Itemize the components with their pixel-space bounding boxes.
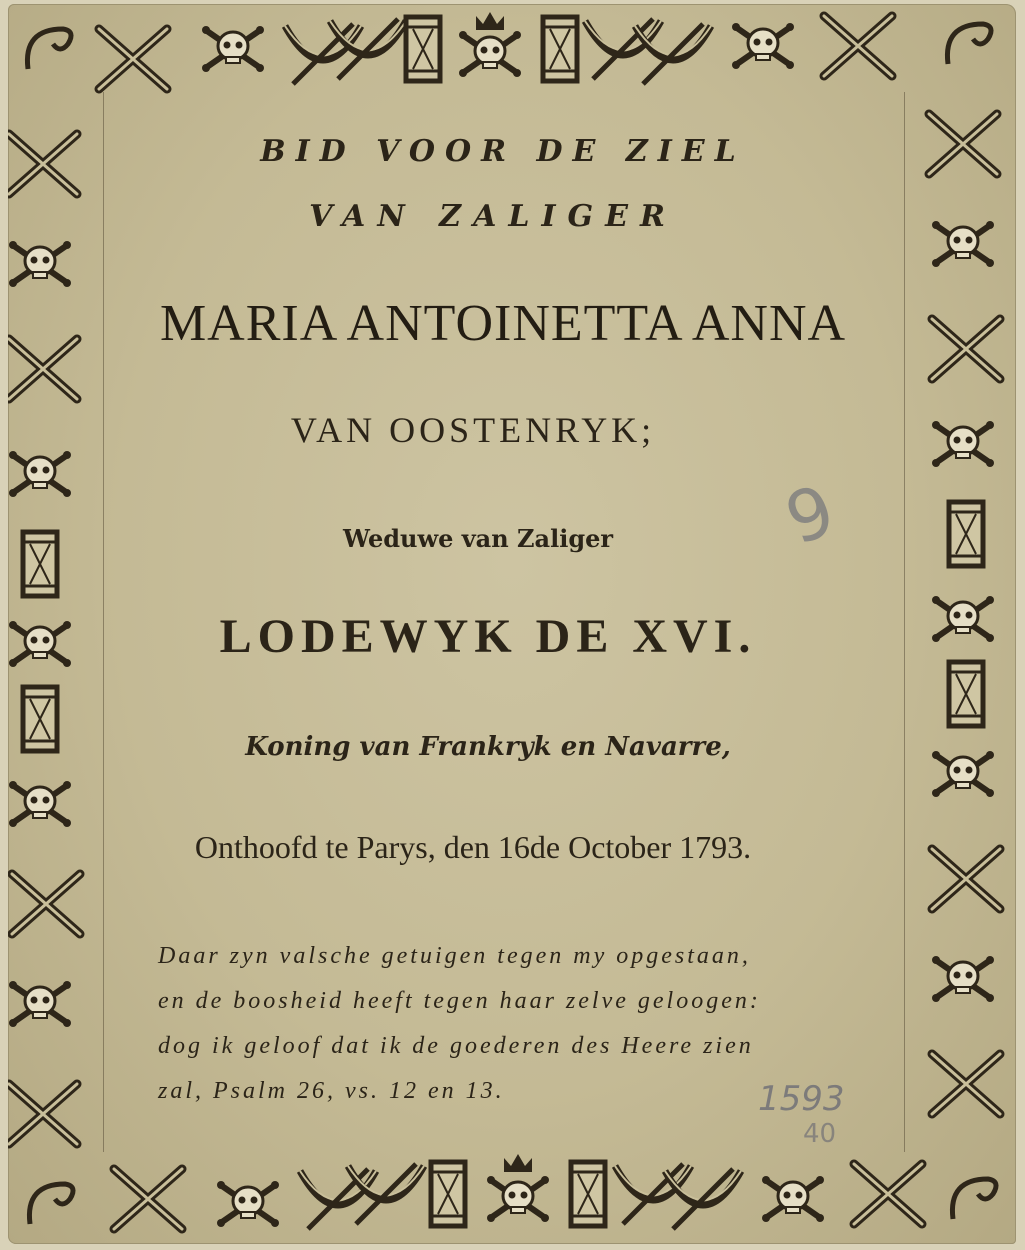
crossed-bones-icon [9,134,77,194]
scythe-icon [300,1169,376,1229]
deceased-house: VAN OOSTENRYK; [290,410,656,450]
skull-and-crossbones-icon [9,451,71,497]
corner-curl-icon [27,29,71,69]
skull-and-crossbones-icon [932,221,994,267]
skull-and-crossbones-icon [9,981,71,1027]
skull-and-crossbones-icon [9,621,71,667]
skull-and-crossbones-icon [932,596,994,642]
hourglass-icon [949,502,983,566]
crossed-bones-icon [9,1084,77,1144]
prayer-subheading: VAN ZALIGER [309,199,677,234]
skull-and-crossbones-icon [459,31,521,77]
crossed-bones-icon [932,849,1000,909]
deceased-name: MARIA ANTOINETTA ANNA [159,295,847,352]
execution-date: Onthoofd te Parys, den 16de October 1793. [194,829,752,865]
skull-and-crossbones-icon [932,421,994,467]
skull-and-crossbones-icon [762,1176,824,1222]
catalog-number: 1593 [758,1079,845,1119]
skull-and-crossbones-icon [202,26,264,72]
verse-line: en de boosheid heeft tegen haar zelve geloogen: [158,988,761,1014]
hourglass-icon [23,532,57,596]
skull-and-crossbones-icon [932,956,994,1002]
crossed-bones-icon [9,339,77,399]
crossed-bones-icon [932,1054,1000,1114]
hourglass-icon [431,1162,465,1226]
skull-and-crossbones-icon [9,781,71,827]
scythe-icon [285,24,361,84]
crossed-bones-icon [932,319,1000,379]
husband-title: Koning van Frankryk en Navarre, [245,732,731,762]
crossed-bones-icon [99,29,167,89]
verse-line: dog ik geloof dat ik de goederen des Heere zien [158,1033,754,1059]
corner-curl-icon [947,24,991,64]
corner-curl-icon [952,1179,996,1219]
scythe-icon [635,24,711,84]
crossed-bones-icon [929,114,997,174]
mourning-card [8,4,1016,1244]
skull-and-crossbones-icon [932,751,994,797]
husband-name: LODEWYK DE XVI. [219,610,757,663]
hourglass-icon [949,662,983,726]
hourglass-icon [406,17,440,81]
skull-and-crossbones-icon [487,1176,549,1222]
skull-and-crossbones-icon [217,1181,279,1227]
corner-curl-icon [29,1184,73,1224]
hourglass-icon [23,687,57,751]
prayer-heading: BID VOOR DE ZIEL [260,134,746,169]
crown-icon [504,1154,532,1172]
catalog-subnumber: 40 [803,1119,837,1149]
hourglass-icon [571,1162,605,1226]
relation-line: Weduwe van Zaliger [342,524,614,553]
crown-icon [476,12,504,30]
skull-and-crossbones-icon [9,241,71,287]
crossed-bones-icon [12,874,80,934]
pencil-annotation: 9 [775,468,846,562]
hourglass-icon [543,17,577,81]
crossed-bones-icon [824,16,892,76]
verse-line: zal, Psalm 26, vs. 12 en 13. [158,1078,505,1104]
scythe-icon [665,1169,741,1229]
verse-line: Daar zyn valsche getuigen tegen my opgestaan, [158,943,751,969]
crossed-bones-icon [854,1164,922,1224]
crossed-bones-icon [114,1169,182,1229]
skull-and-crossbones-icon [732,23,794,69]
